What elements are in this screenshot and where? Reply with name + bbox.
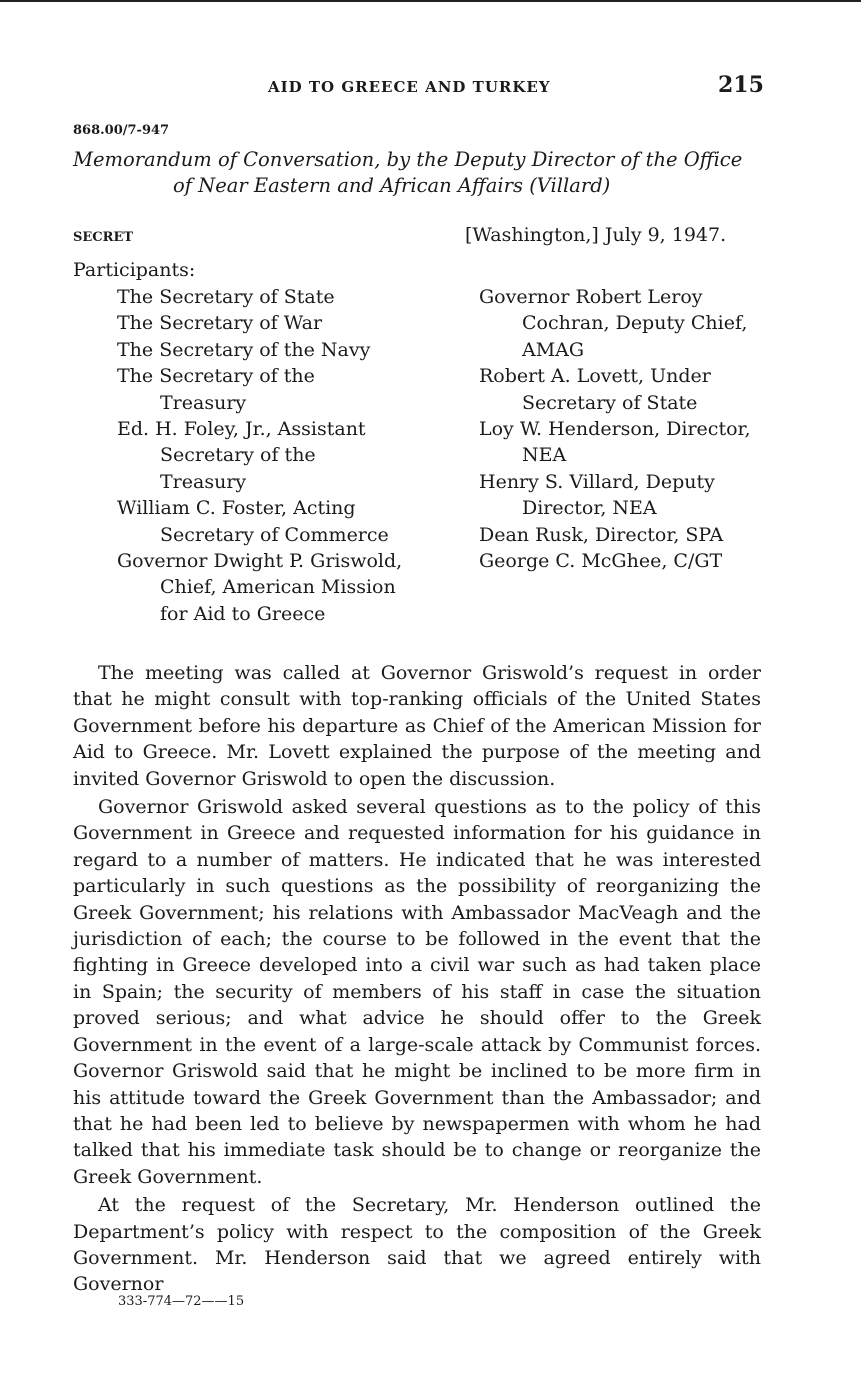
participant: The Secretary of War [117, 312, 323, 335]
participant: The Secretary of the Navy [117, 338, 371, 361]
participant: Governor Robert Leroy Cochran, Deputy Chief, AMAG [479, 286, 748, 361]
participant: Dean Rusk, Director, SPA [479, 523, 724, 546]
classification-marking: SECRET [73, 230, 134, 245]
participant: The Secretary of State [117, 286, 335, 308]
participant: Loy W. Henderson, Director, NEA [479, 418, 751, 467]
document-title [73, 147, 763, 199]
participants-label: Participants: [73, 259, 196, 281]
body-paragraph: At the request of the Secretary, Mr. Henderson outlined the Department’s policy with respect to the composition of the Greek Government. Mr. Henderson said that we agreed entirely with Governor [73, 1194, 761, 1296]
body-paragraph: Governor Griswold asked several questions as to the policy of this Government in Greece and requested information for his guidance in regard to a number of matters. He indicated that he was interested particularly in such questions as the possibility of reorganizing the Greek Government; his relations with Ambassador MacVeagh and the jurisdiction of each; the course to be followed in the event that the fighting in Greece developed into a civil war such as had taken place in Spain; the security of members of his staff in case the situation proved serious; and what advice he should offer to the Greek Government in the event of a large-scale attack by Communist forces. Governor Griswold said that he might be inclined to be more firm in his attitude toward the Greek Government than the Ambassador; and that he had been led to believe by newspapermen with whom he had talked that his immediate task should be to change or reorganize the Greek Government. [73, 796, 761, 1188]
participant: The Secretary of the Treasury [117, 365, 315, 414]
top-rule [0, 0, 861, 2]
participant: Robert A. Lovett, Under Secretary of State [479, 365, 711, 414]
file-number: 868.00/7-947 [73, 123, 170, 138]
participant: William C. Foster, Acting Secretary of Commerce [117, 497, 389, 546]
body-text [73, 660, 761, 1300]
participant: Ed. H. Foley, Jr., Assistant Secretary of the Treasury [117, 418, 366, 493]
participants-right-column [479, 284, 769, 574]
place-date: [Washington,] July 9, 1947. [465, 224, 727, 246]
participants-left-column [117, 284, 407, 627]
document-title-line-1: Memorandum of Conversation, by the Deputy Director of the Office [73, 148, 743, 171]
participant: Henry S. Villard, Deputy Director, NEA [479, 470, 715, 520]
body-paragraph: The meeting was called at Governor Griswold’s request in order that he might consult with top-ranking officials of the United States Government before his departure as Chief of the American Mission for Aid to Greece. Mr. Lovett explained the purpose of the meeting and invited Governor Griswold to open the discussion. [73, 662, 761, 790]
participant: George C. McGhee, C/GT [479, 550, 723, 573]
running-head: AID TO GREECE AND TURKEY [268, 78, 551, 96]
participant: Governor Dwight P. Griswold, Chief, American Mission for Aid to Greece [117, 550, 403, 625]
document-title-line-2: of Near Eastern and African Affairs (Villard) [173, 174, 611, 197]
footer-print-code: 333-774—72——15 [118, 1294, 245, 1309]
page-number: 215 [718, 72, 764, 98]
